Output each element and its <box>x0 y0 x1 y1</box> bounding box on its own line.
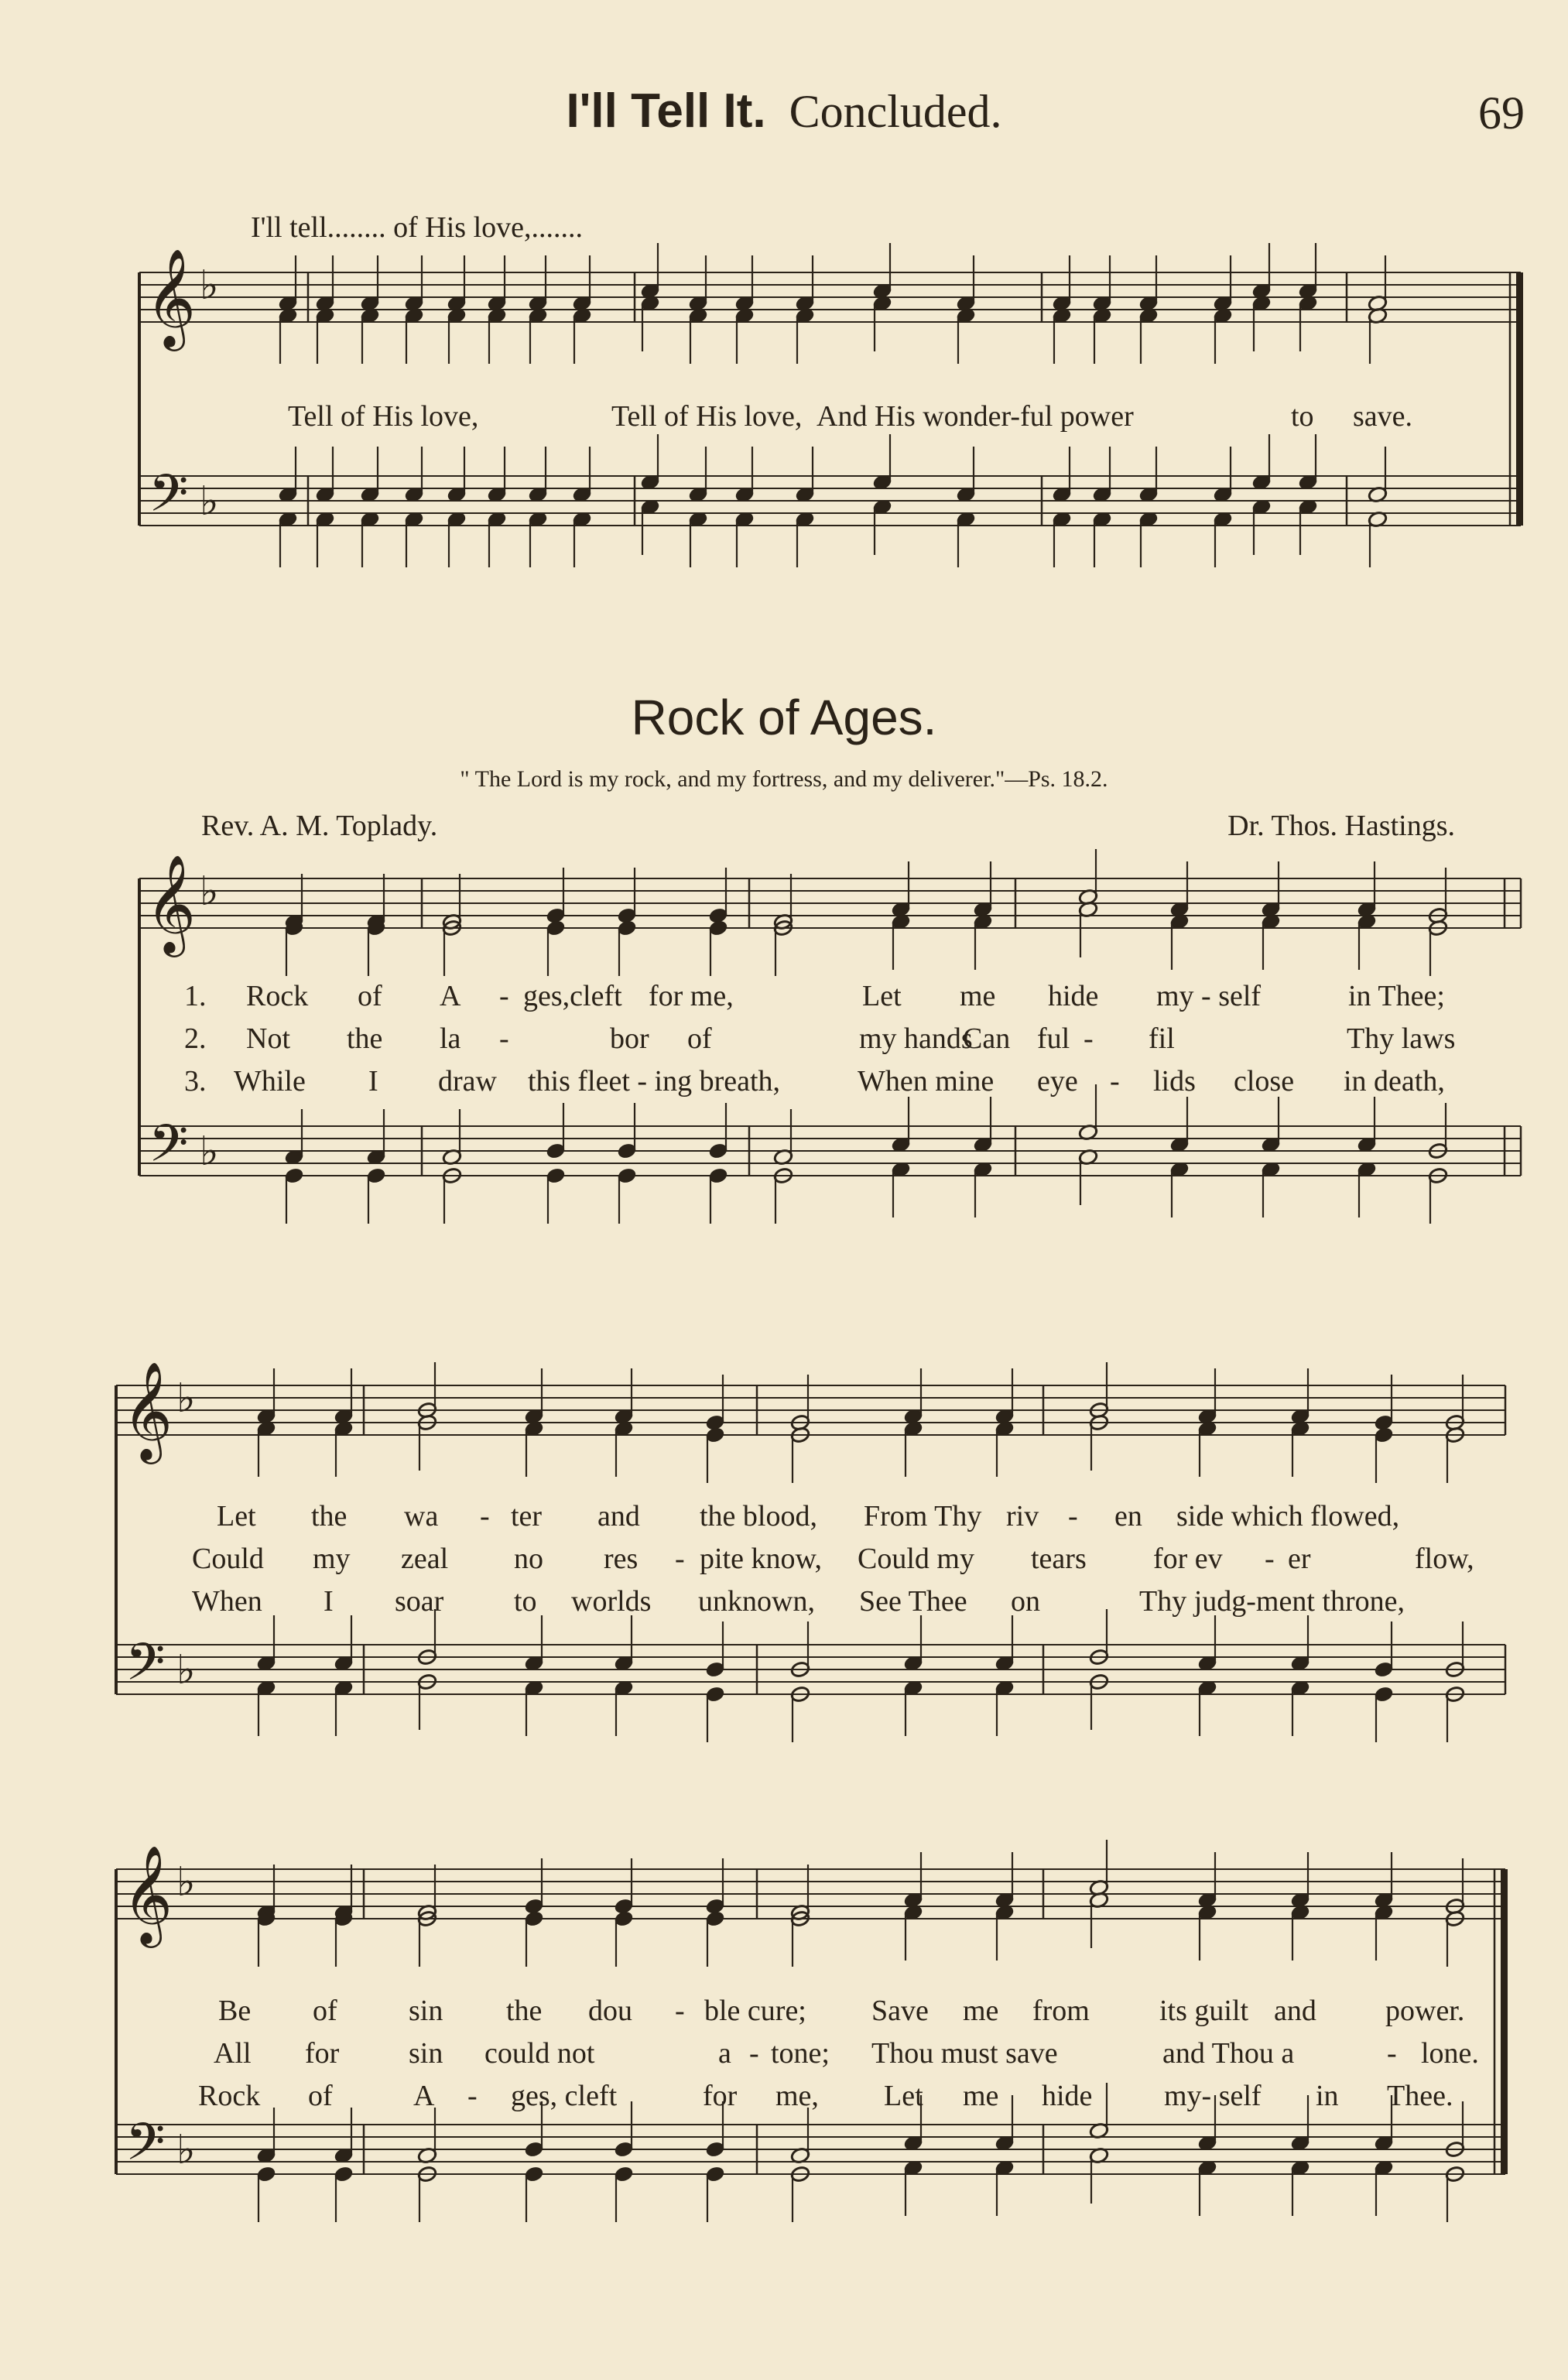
lyric-word: to <box>1291 400 1314 433</box>
treble-clef-icon: 𝄞 <box>122 1361 173 1460</box>
lyric-word: la <box>440 1022 461 1055</box>
lyric-word: 2. <box>184 1022 207 1055</box>
lyric-word: fil <box>1149 1022 1175 1055</box>
flat-sign-icon: ♭ <box>176 2127 196 2173</box>
lyric-word: I <box>324 1585 334 1618</box>
lyric-word: draw <box>438 1065 497 1098</box>
lyric-word: zeal <box>401 1543 449 1575</box>
bass-clef-icon: 𝄢 <box>149 464 189 536</box>
treble-clef-icon: 𝄞 <box>146 854 197 953</box>
lyric-word: for ev <box>1153 1543 1223 1575</box>
lyric-word: and Thou a <box>1162 2037 1295 2070</box>
lyric-word: worlds <box>571 1585 652 1618</box>
lyric-word: - <box>1387 2037 1397 2070</box>
lyric-word: pite know, <box>700 1543 822 1575</box>
lyric-word: Thy judg-ment throne, <box>1139 1585 1405 1618</box>
lyric-word: Save <box>871 1995 929 2027</box>
lyric-word: - <box>749 2037 759 2070</box>
treble-clef-icon: 𝄞 <box>122 1844 173 1943</box>
lyric-word: on <box>1011 1585 1040 1618</box>
lyric-word: of <box>308 2080 333 2112</box>
lyric-word: riv <box>1006 1500 1039 1532</box>
lyric-word: for me, <box>649 980 734 1012</box>
lyric-word: tone; <box>771 2037 830 2070</box>
lyric-word: in <box>1316 2080 1339 2112</box>
lyric-word: ful <box>1037 1022 1070 1055</box>
lyric-word: ter <box>511 1500 543 1532</box>
lyric-word: - <box>499 1022 509 1055</box>
lyric-word: ges, cleft <box>511 2080 618 2112</box>
lyric-word: - <box>1068 1500 1078 1532</box>
bass-clef-icon: 𝄢 <box>125 1632 166 1704</box>
lyric-word: From Thy <box>864 1500 982 1532</box>
lyric-word: I <box>368 1065 378 1098</box>
flat-sign-icon: ♭ <box>176 1375 196 1422</box>
hymn-epigraph: " The Lord is my rock, and my fortress, and my deliverer."—Ps. 18.2. <box>460 766 1108 792</box>
lyric-word: me <box>963 2080 999 2112</box>
lyric-word: sin <box>409 1995 443 2027</box>
lyric-word: dou <box>588 1995 632 2027</box>
lyric-word: ges,cleft <box>523 980 622 1012</box>
lyric-word: hide <box>1042 2080 1093 2112</box>
lyric-word: 1. <box>184 980 207 1012</box>
flat-sign-icon: ♭ <box>200 262 219 309</box>
lyric-word: All <box>214 2037 252 2070</box>
lyric-word: and <box>1274 1995 1316 2027</box>
lyric-word: me <box>960 980 996 1012</box>
lyric-word: While <box>234 1065 306 1098</box>
lyric-word: Not <box>246 1022 290 1055</box>
lyric-word: wa <box>404 1500 439 1532</box>
lyric-word: side which flowed, <box>1176 1500 1400 1532</box>
lyric-word: Let <box>862 980 902 1012</box>
lyric-word: power. <box>1385 1995 1465 2027</box>
lyric-word: Rock <box>198 2080 261 2112</box>
lyric-word: - <box>480 1500 490 1532</box>
flat-sign-icon: ♭ <box>200 478 219 525</box>
lyric-word: the <box>347 1022 383 1055</box>
lyric-word: Thou must save <box>871 2037 1058 2070</box>
lyric-word: for <box>703 2080 738 2112</box>
lyric-word: a <box>718 2037 731 2070</box>
lyric-word: the <box>506 1995 543 2027</box>
lyric-word: - <box>675 1995 685 2027</box>
lyric-word: A <box>440 980 461 1012</box>
lyric-word: And His wonder-ful power <box>817 400 1134 433</box>
page-number: 69 <box>1478 87 1525 139</box>
lyric-word: - <box>675 1543 685 1575</box>
lyric-word: - <box>1110 1065 1120 1098</box>
lyric-word: When mine <box>858 1065 995 1098</box>
lyric-word: er <box>1288 1543 1311 1575</box>
lyric-word: from <box>1032 1995 1090 2027</box>
lyric-word: me <box>963 1995 999 2027</box>
lyric-word: lone. <box>1421 2037 1479 2070</box>
lyric-word: Tell of His love, <box>288 400 479 433</box>
lyric-word: and <box>597 1500 640 1532</box>
flat-sign-icon: ♭ <box>200 1128 219 1175</box>
lyric-word: When <box>192 1585 262 1618</box>
lyric-word: no <box>514 1543 543 1575</box>
lyric-word: Rock <box>246 980 309 1012</box>
concluded-label: Concluded. <box>789 86 1002 137</box>
lyric-word: 3. <box>184 1065 207 1098</box>
lyric-word: See Thee <box>859 1585 967 1618</box>
lyric-word: Can <box>963 1022 1011 1055</box>
lyric-word: tears <box>1031 1543 1087 1575</box>
lyric-word: Thee. <box>1387 2080 1453 2112</box>
lyric-word: hide <box>1048 980 1099 1012</box>
final-barline <box>1501 1869 1508 2174</box>
lyric-word: unknown, <box>698 1585 815 1618</box>
hymn-title: Rock of Ages. <box>631 690 937 745</box>
lyric-word: of <box>358 980 382 1012</box>
lyric-word: Let <box>217 1500 256 1532</box>
lyric-word: - <box>1084 1022 1094 1055</box>
lyric-word: eye <box>1037 1065 1078 1098</box>
hymn-author: Rev. A. M. Toplady. <box>201 810 438 842</box>
lyric-word: res <box>604 1543 638 1575</box>
lyric-word: close <box>1234 1065 1295 1098</box>
lyric-word: my <box>313 1543 351 1575</box>
hymn-composer: Dr. Thos. Hastings. <box>1227 810 1455 842</box>
bass-clef-icon: 𝄢 <box>149 1114 189 1186</box>
lyric-word: save. <box>1353 400 1413 433</box>
lyric-word: my - self <box>1156 980 1262 1012</box>
lyric-word: Tell of His love, <box>611 400 803 433</box>
lyric-word: flow, <box>1415 1543 1474 1575</box>
lyric-word: lids <box>1153 1065 1196 1098</box>
lyric-word: this fleet - ing breath, <box>528 1065 781 1098</box>
lyric-word: for <box>305 2037 340 2070</box>
lyric-word: A <box>413 2080 435 2112</box>
flat-sign-icon: ♭ <box>200 868 219 915</box>
lyric-word: Could <box>192 1543 264 1575</box>
lyric-word: my- self <box>1164 2080 1262 2112</box>
lyric-word: its guilt <box>1159 1995 1249 2027</box>
lyric-word: Be <box>218 1995 252 2027</box>
flat-sign-icon: ♭ <box>176 1647 196 1693</box>
lyric-word: Let <box>884 2080 923 2112</box>
lyric-word: sin <box>409 2037 443 2070</box>
lyric-word: en <box>1114 1500 1142 1532</box>
lyric-word: ble cure; <box>704 1995 806 2027</box>
lyric-word: - <box>1265 1543 1275 1575</box>
bass-clef-icon: 𝄢 <box>125 2112 166 2184</box>
lyric-word: my hands <box>859 1022 973 1055</box>
treble-clef-icon: 𝄞 <box>146 248 197 347</box>
lyric-word: of <box>313 1995 337 2027</box>
lyric-word: to <box>514 1585 537 1618</box>
lyric-word: bor <box>610 1022 649 1055</box>
lyric-word: - <box>467 2080 478 2112</box>
lyric-word: soar <box>395 1585 444 1618</box>
lyric-word: - <box>499 980 509 1012</box>
lyric-word: the blood, <box>700 1500 817 1532</box>
refrain-song-title: I'll Tell It. <box>566 84 766 138</box>
lyric-word: in Thee; <box>1348 980 1445 1012</box>
lyric-word: of <box>687 1022 712 1055</box>
lyric-word: the <box>311 1500 347 1532</box>
final-barline <box>1516 272 1523 526</box>
refrain-above-text: I'll tell........ of His love,....... <box>251 211 584 244</box>
lyric-word: in death, <box>1344 1065 1445 1098</box>
lyric-word: Could my <box>858 1543 974 1575</box>
lyric-word: me, <box>775 2080 819 2112</box>
lyric-word: Thy laws <box>1347 1022 1456 1055</box>
flat-sign-icon: ♭ <box>176 1859 196 1906</box>
lyric-word: could not <box>484 2037 595 2070</box>
